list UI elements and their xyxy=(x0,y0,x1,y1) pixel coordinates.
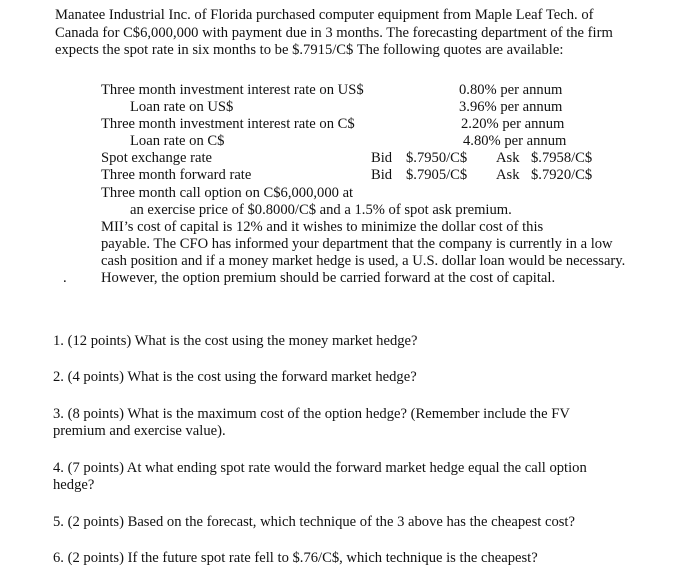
intro-paragraph xyxy=(55,7,685,60)
rate-label-us-invest: Three month investment interest rate on US$ xyxy=(101,82,364,98)
context-line: MII’s cost of capital is 12% and it wishes to minimize the dollar cost of this xyxy=(101,219,544,235)
forward-bid-value: $.7905/C$ xyxy=(406,167,468,183)
forward-bid-label: Bid xyxy=(371,167,393,183)
forward-ask-label: Ask xyxy=(496,167,520,183)
rate-label-cad-invest: Three month investment interest rate on C$ xyxy=(101,116,355,132)
context-line: payable. The CFO has informed your department that the company is currently in a low xyxy=(101,236,613,252)
question-1: 1. (12 points) What is the cost using the money market hedge? xyxy=(53,333,418,349)
question-3-line-2: premium and exercise value). xyxy=(53,423,226,439)
rate-value-us-loan: 3.96% per annum xyxy=(459,99,563,115)
forward-ask-value: $.7920/C$ xyxy=(531,167,593,183)
intro-line: expects the spot rate in six months to be $.7915/C$ The following quotes are available: xyxy=(55,42,564,58)
question-5: 5. (2 points) Based on the forecast, which technique of the 3 above has the cheapest cost? xyxy=(53,514,575,530)
intro-line: Manatee Industrial Inc. of Florida purchased computer equipment from Maple Leaf Tech. of xyxy=(55,7,594,23)
question-2: 2. (4 points) What is the cost using the forward market hedge? xyxy=(53,369,417,385)
rate-label-cad-loan: Loan rate on C$ xyxy=(130,133,225,149)
forward-rate-label: Three month forward rate xyxy=(101,167,252,183)
rate-label-us-loan: Loan rate on US$ xyxy=(130,99,234,115)
intro-line: Canada for C$6,000,000 with payment due in 3 months. The forecasting department of the firm xyxy=(55,24,613,41)
spot-ask-value: $.7958/C$ xyxy=(531,150,593,166)
option-line-2: an exercise price of $0.8000/C$ and a 1.5% of spot ask premium. xyxy=(130,202,512,218)
question-4-line-2: hedge? xyxy=(53,477,95,493)
question-4-line-1: 4. (7 points) At what ending spot rate would the forward market hedge equal the call option xyxy=(53,460,587,476)
context-line: cash position and if a money market hedge is used, a U.S. dollar loan would be necessary. xyxy=(101,253,626,269)
question-3-line-1: 3. (8 points) What is the maximum cost of the option hedge? (Remember include the FV xyxy=(53,406,570,422)
rate-value-cad-loan: 4.80% per annum xyxy=(463,133,567,149)
spot-rate-label: Spot exchange rate xyxy=(101,150,213,166)
bullet-dot: . xyxy=(63,270,67,286)
option-line-1: Three month call option on C$6,000,000 at xyxy=(101,185,354,201)
spot-bid-value: $.7950/C$ xyxy=(406,150,468,166)
spot-bid-label: Bid xyxy=(371,150,393,166)
spot-ask-label: Ask xyxy=(496,150,520,166)
question-6: 6. (2 points) If the future spot rate fell to $.76/C$, which technique is the cheapest? xyxy=(53,550,538,566)
rate-value-us-invest: 0.80% per annum xyxy=(459,82,563,98)
context-line: However, the option premium should be carried forward at the cost of capital. xyxy=(101,270,556,286)
rate-value-cad-invest: 2.20% per annum xyxy=(461,116,565,132)
